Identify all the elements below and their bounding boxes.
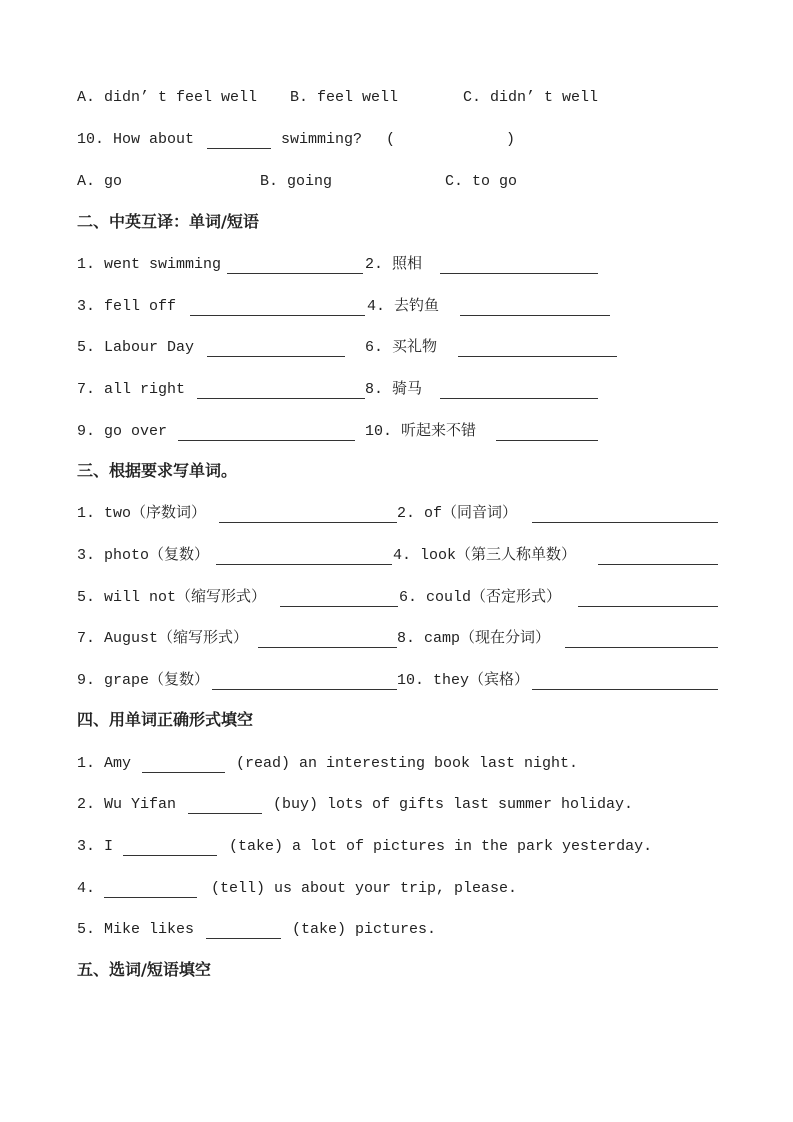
item-label: 2. 照相 (365, 256, 423, 273)
question-text: swimming? (281, 131, 363, 148)
item-label: 3. I (77, 838, 114, 855)
answer-blank[interactable] (532, 504, 718, 523)
item-label: 4. (77, 880, 96, 897)
answer-blank[interactable] (207, 338, 345, 357)
answer-blank[interactable] (216, 546, 392, 565)
option-b: B. feel well (290, 89, 399, 106)
section-4-heading: 四、用单词正确形式填空 (77, 710, 254, 729)
section-4-row (0, 879, 793, 901)
section-2-row (0, 422, 793, 444)
section-3-row (0, 546, 793, 568)
item-label: 10. they（宾格） (397, 672, 530, 689)
answer-blank[interactable] (142, 754, 225, 773)
item-label: 3. photo（复数） (77, 547, 210, 564)
item-label: 5. will not（缩写形式） (77, 589, 267, 606)
answer-blank[interactable] (440, 255, 598, 274)
section-4-row (0, 920, 793, 942)
option-c: C. to go (445, 173, 518, 190)
answer-blank[interactable] (458, 338, 617, 357)
answer-blank[interactable] (197, 380, 365, 399)
item-text: (buy) lots of gifts last summer holiday. (273, 796, 634, 813)
item-label: 6. could（否定形式） (399, 589, 562, 606)
section-2-row (0, 297, 793, 319)
section-5-heading: 五、选词/短语填空 (77, 960, 211, 979)
section-3-row (0, 504, 793, 526)
answer-blank[interactable] (460, 297, 610, 316)
item-label: 5. Mike likes (77, 921, 195, 938)
answer-blank[interactable] (227, 255, 363, 274)
item-label: 3. fell off (77, 298, 177, 315)
answer-blank[interactable] (598, 546, 718, 565)
answer-blank[interactable] (219, 504, 397, 523)
question-10 (0, 130, 793, 152)
answer-blank[interactable] (578, 588, 718, 607)
answer-blank[interactable] (496, 422, 598, 441)
item-text: (take) pictures. (292, 921, 437, 938)
section-2-row (0, 255, 793, 277)
item-label: 6. 买礼物 (365, 339, 438, 356)
item-label: 10. 听起来不错 (365, 423, 477, 440)
answer-blank[interactable] (565, 629, 718, 648)
q10-options (0, 172, 793, 194)
option-a: A. didn’ t feel well (77, 89, 258, 106)
section-4-row (0, 795, 793, 817)
item-label: 7. August（缩写形式） (77, 630, 249, 647)
q9-options (0, 88, 793, 110)
item-label: 9. grape（复数） (77, 672, 210, 689)
item-label: 8. camp（现在分词） (397, 630, 551, 647)
section-2-row (0, 380, 793, 402)
answer-paren-close: ) (506, 131, 516, 148)
item-text: (tell) us about your trip, please. (211, 880, 518, 897)
answer-blank[interactable] (206, 920, 281, 939)
answer-blank[interactable] (190, 297, 365, 316)
answer-blank[interactable] (123, 837, 217, 856)
item-label: 8. 骑马 (365, 381, 423, 398)
section-4-row (0, 754, 793, 776)
item-text: (take) a lot of pictures in the park yesterday. (229, 838, 653, 855)
section-4-row (0, 837, 793, 859)
answer-blank[interactable] (188, 795, 262, 814)
section-3-row (0, 588, 793, 610)
option-b: B. going (260, 173, 333, 190)
item-label: 5. Labour Day (77, 339, 195, 356)
answer-paren-open: ( (386, 131, 396, 148)
item-label: 4. look（第三人称单数） (393, 547, 577, 564)
section-3-row (0, 671, 793, 693)
section-3-row (0, 629, 793, 651)
item-label: 7. all right (77, 381, 186, 398)
item-text: (read) an interesting book last night. (236, 755, 579, 772)
item-label: 1. two（序数词） (77, 505, 207, 522)
section-2-heading: 二、中英互译：单词/短语 (77, 212, 259, 231)
option-c: C. didn’ t well (463, 89, 599, 106)
item-label: 1. went swimming (77, 256, 222, 273)
section-2-row (0, 338, 793, 360)
item-label: 1. Amy (77, 755, 132, 772)
answer-blank[interactable] (212, 671, 397, 690)
answer-blank[interactable] (207, 130, 271, 149)
item-label: 2. of（同音词） (397, 505, 518, 522)
answer-blank[interactable] (104, 879, 197, 898)
answer-blank[interactable] (440, 380, 598, 399)
section-3-heading: 三、根据要求写单词。 (77, 461, 238, 480)
answer-blank[interactable] (280, 588, 398, 607)
question-text: 10. How about (77, 131, 195, 148)
option-a: A. go (77, 173, 123, 190)
item-label: 4. 去钓鱼 (367, 298, 440, 315)
answer-blank[interactable] (532, 671, 718, 690)
answer-blank[interactable] (178, 422, 355, 441)
answer-blank[interactable] (258, 629, 397, 648)
item-label: 9. go over (77, 423, 168, 440)
item-label: 2. Wu Yifan (77, 796, 177, 813)
